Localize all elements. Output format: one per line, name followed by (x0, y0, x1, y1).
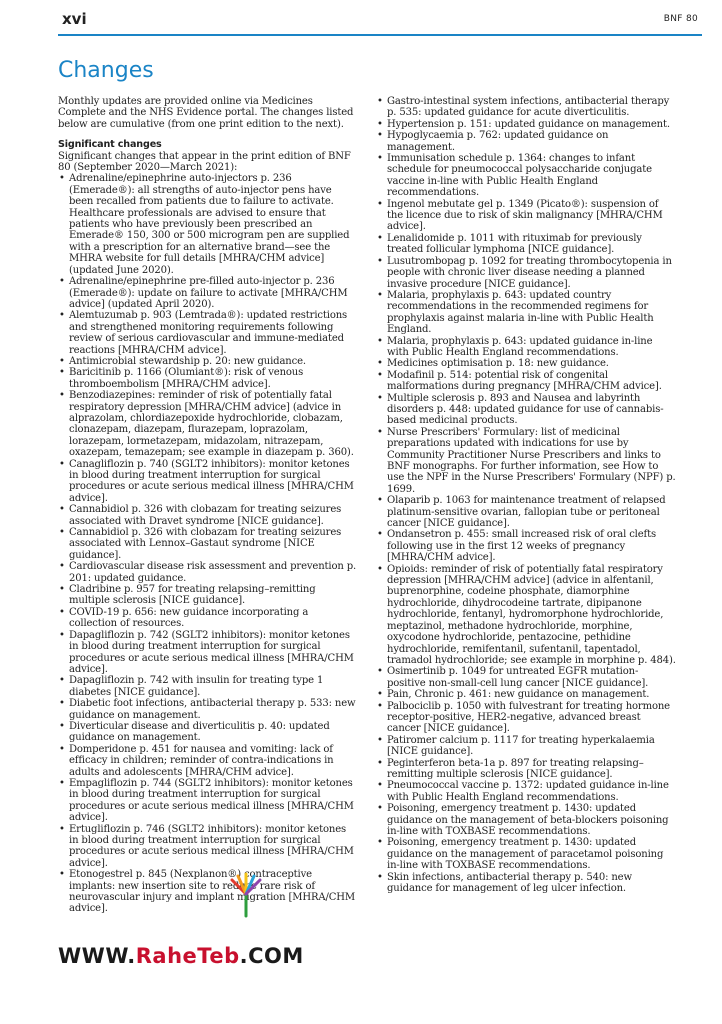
list-item: • Poisoning, emergency treatment p. 1430: updated guidance on the management of beta-blockers poisoning in-line with TOXBASE recommendations. (376, 803, 676, 837)
list-item: • Diabetic foot infections, antibacterial therapy p. 533: new guidance on management. (58, 698, 358, 721)
list-item: • Patiromer calcium p. 1117 for treating hyperkalaemia [NICE guidance]. (376, 735, 676, 758)
left-column (58, 96, 358, 915)
page-number: xvi (62, 10, 87, 28)
list-item: • Adrenaline/epinephrine auto-injectors p. 236 (Emerade®): all strengths of auto-injector pens have been recalled from patients due to failure to activate. Healthcare professionals are advised to ensure that patients who have previously been prescribed an Emerade® 150, 300 or 500 microgram pen are supplied with a prescription for an alternative brand—see the MHRA website for full details [MHRA/CHM advice] (updated June 2020). (58, 173, 358, 276)
list-item: • Baricitinib p. 1166 (Olumiant®): risk of venous thromboembolism [MHRA/CHM advice]. (58, 367, 358, 390)
watermark-brand: RaheTeb (135, 944, 240, 968)
changes-list-left (58, 173, 358, 914)
intro-paragraph: Monthly updates are provided online via Medicines Complete and the NHS Evidence portal. The changes listed below are cumulative (from one print edition to the next). (58, 96, 354, 130)
section-intro: Significant changes that appear in the print edition of BNF 80 (September 2020—March 2021): (58, 150, 351, 174)
list-item: • Hypoglycaemia p. 762: updated guidance on management. (376, 130, 676, 153)
list-item: • Dapagliflozin p. 742 (SGLT2 inhibitors): monitor ketones in blood during treatment interruption for surgical procedures or acute serious medical illness [MHRA/CHM advice]. (58, 630, 358, 676)
list-item: • Olaparib p. 1063 for maintenance treatment of relapsed platinum-sensitive ovarian, fallopian tube or peritoneal cancer [NICE guidance]. (376, 495, 676, 529)
list-item: • Canagliflozin p. 740 (SGLT2 inhibitors): monitor ketones in blood during treatment interruption for surgical procedures or acute serious medical illness [MHRA/CHM advice]. (58, 459, 358, 505)
list-item: • Ertugliflozin p. 746 (SGLT2 inhibitors): monitor ketones in blood during treatment interruption for surgical procedures or acute serious medical illness [MHRA/CHM advice]. (58, 824, 358, 870)
list-item: • Domperidone p. 451 for nausea and vomiting: lack of efficacy in children; reminder of contra-indications in adults and adolescents [MHRA/CHM advice]. (58, 744, 358, 778)
page-header (0, 0, 722, 34)
list-item: • Ondansetron p. 455: small increased risk of oral clefts following use in the first 12 weeks of pregnancy [MHRA/CHM advice]. (376, 529, 676, 563)
list-item: • Empagliflozin p. 744 (SGLT2 inhibitors): monitor ketones in blood during treatment interruption for surgical procedures or acute serious medical illness [MHRA/CHM advice]. (58, 778, 358, 824)
list-item: • Ingenol mebutate gel p. 1349 (Picato®): suspension of the licence due to risk of skin malignancy [MHRA/CHM advice]. (376, 199, 676, 233)
list-item: • Nurse Prescribers' Formulary: list of medicinal preparations updated with indications for use by Community Practitioner Nurse Prescribers and links to BNF monographs. For further information, see How to use the NPF in the Nurse Prescribers' Formulary (NPF) p. 1699. (376, 427, 676, 495)
list-item: • Hypertension p. 151: updated guidance on management. (376, 119, 676, 130)
page-title: Changes (58, 58, 154, 83)
list-item: • Multiple sclerosis p. 893 and Nausea and labyrinth disorders p. 448: updated guidance for use of cannabis-based medicinal products. (376, 393, 676, 427)
list-item: • Skin infections, antibacterial therapy p. 540: new guidance for management of leg ulcer infection. (376, 872, 676, 895)
list-item: • Alemtuzumab p. 903 (Lemtrada®): updated restrictions and strengthened monitoring requirements following review of serious cardiovascular and immune-mediated reactions [MHRA/CHM advice]. (58, 310, 358, 356)
list-item: • Lusutrombopag p. 1092 for treating thrombocytopenia in people with chronic liver disease needing a planned invasive procedure [NICE guidance]. (376, 256, 676, 290)
changes-list-right (376, 96, 676, 894)
list-item: • Cannabidiol p. 326 with clobazam for treating seizures associated with Lennox–Gastaut syndrome [NICE guidance]. (58, 527, 358, 561)
list-item: • Lenalidomide p. 1011 with rituximab for previously treated follicular lymphoma [NICE guidance]. (376, 233, 676, 256)
list-item: • Poisoning, emergency treatment p. 1430: updated guidance on the management of paracetamol poisoning in-line with TOXBASE recommendations. (376, 837, 676, 871)
list-item: • Adrenaline/epinephrine pre-filled auto-injector p. 236 (Emerade®): update on failure to activate [MHRA/CHM advice] (updated April 2020). (58, 276, 358, 310)
list-item: • Cannabidiol p. 326 with clobazam for treating seizures associated with Dravet syndrome [NICE guidance]. (58, 504, 358, 527)
list-item: • Dapagliflozin p. 742 with insulin for treating type 1 diabetes [NICE guidance]. (58, 675, 358, 698)
watermark-prefix: WWW. (58, 944, 136, 968)
section-heading: Significant changes (58, 139, 162, 151)
list-item: • Medicines optimisation p. 18: new guidance. (376, 358, 676, 369)
list-item: • Etonogestrel p. 845 (Nexplanon®) contraceptive implants: new insertion site to reduce rare risk of neurovascular injury and implant migration [MHRA/CHM advice]. (58, 869, 358, 915)
list-item: • Cladribine p. 957 for treating relapsing–remitting multiple sclerosis [NICE guidance]. (58, 584, 358, 607)
list-item: • Diverticular disease and diverticulitis p. 40: updated guidance on management. (58, 721, 358, 744)
watermark-logo-icon (222, 872, 270, 920)
list-item: • Cardiovascular disease risk assessment and prevention p. 201: updated guidance. (58, 561, 358, 584)
list-item: • Pain, Chronic p. 461: new guidance on management. (376, 689, 676, 700)
list-item: • Antimicrobial stewardship p. 20: new guidance. (58, 356, 358, 367)
list-item: • Immunisation schedule p. 1364: changes to infant schedule for pneumococcal polysaccharide conjugate vaccine in-line with Public Health England recommendations. (376, 153, 676, 199)
list-item: • Malaria, prophylaxis p. 643: updated guidance in-line with Public Health England recommendations. (376, 336, 676, 359)
header-rule (58, 34, 702, 36)
book-identifier: BNF 80 (663, 14, 698, 24)
list-item: • Osimertinib p. 1049 for untreated EGFR mutation-positive non-small-cell lung cancer [NICE guidance]. (376, 666, 676, 689)
list-item: • Malaria, prophylaxis p. 643: updated country recommendations in the recommended regimens for prophylaxis against malaria in-line with Public Health England. (376, 290, 676, 336)
list-item: • Gastro-intestinal system infections, antibacterial therapy p. 535: updated guidance for acute diverticulitis. (376, 96, 676, 119)
list-item: • Modafinil p. 514: potential risk of congenital malformations during pregnancy [MHRA/CHM advice]. (376, 370, 676, 393)
list-item: • Peginterferon beta-1a p. 897 for treating relapsing–remitting multiple sclerosis [NICE guidance]. (376, 758, 676, 781)
list-item: • Benzodiazepines: reminder of risk of potentially fatal respiratory depression [MHRA/CHM advice] (advice in alprazolam, chlordiazepoxide hydrochloride, clobazam, clonazepam, diazepam, flurazepam, loprazolam, lorazepam, lormetazepam, midazolam, nitrazepam, oxazepam, temazepam; see example in diazepam p. 360). (58, 390, 358, 458)
list-item: • Pneumococcal vaccine p. 1372: updated guidance in-line with Public Health England recommendations. (376, 780, 676, 803)
right-column (376, 96, 676, 894)
list-item: • Palbociclib p. 1050 with fulvestrant for treating hormone receptor-positive, HER2-negative, advanced breast cancer [NICE guidance]. (376, 701, 676, 735)
list-item: • Opioids: reminder of risk of potentially fatal respiratory depression [MHRA/CHM advice] (advice in alfentanil, buprenorphine, codeine phosphate, diamorphine hydrochloride, dihydrocodeine tartrate, dipipanone hydrochloride, fentanyl, hydromorphone hydrochloride, meptazinol, methadone hydrochloride, morphine, oxycodone hydrochloride, pentazocine, pethidine hydrochloride, remifentanil, sufentanil, tapentadol, tramadol hydrochloride; see example in morphine p. 484). (376, 564, 676, 667)
list-item: • COVID-19 p. 656: new guidance incorporating a collection of resources. (58, 607, 358, 630)
watermark-suffix: .COM (239, 944, 304, 968)
watermark-url (58, 944, 348, 970)
